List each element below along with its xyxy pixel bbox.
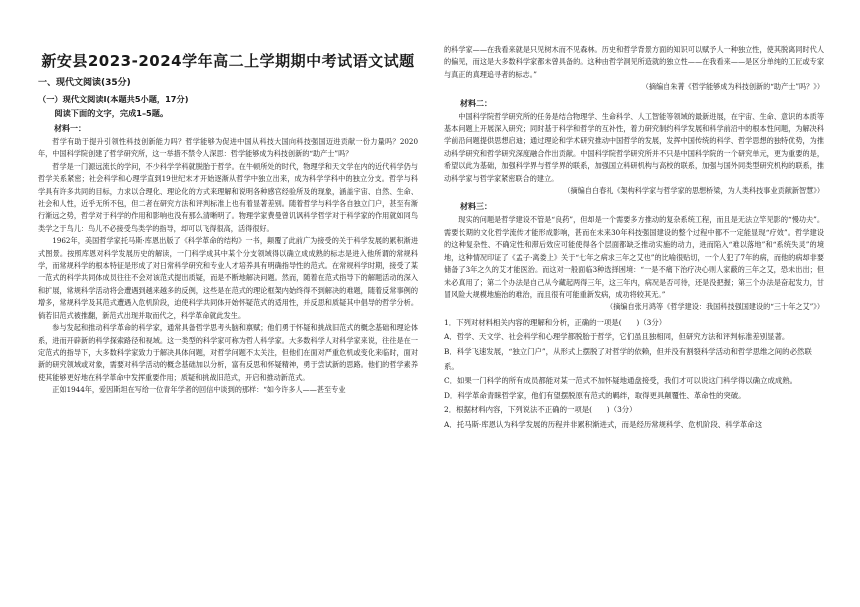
material2-paragraph: 中国科学院哲学研究所的任务是结合物理学、生命科学、人工智能等领域的最新进展，在宇宙、生命、意识的本质等基本问题上开展深入研究；同时基于科学和哲学的互补性，着力研究制约科学发展和科学前沿中的根本性问题，为解决科学前沿问题提供思想启迪；通过理论和学术研究推动中国哲学的发展，发挥中国传统的科学、哲学思想的独特优势，为推动科学研究和哲学研究深度融合作出贡献。中国科学院哲学研究所并不只是中国科学院的一个研究单元，更为重要的是，希望以此为基础，加强科学界与哲学界的联系，加强国立科研机构与高校的联系，加强与国外同类型研究机构的联系，推动科学家与哲学家紧密联合的建立。 — [444, 111, 824, 183]
question-2-stem: 2．根据材料内容，下列说法不正确的一项是( )（3分） — [444, 405, 637, 415]
material1-paragraph: 哲学有助于提升引领性科技创新能力吗？哲学能够为促进中国从科技大国向科技强国迈进贡献一份力量吗？2020年，中国科学院创建了哲学研究所，这一举措不禁令人深思：哲学能够成为科技创新的“助产士”吗？ — [38, 137, 418, 159]
material1-continuation: 的科学家——在我看来就是只见树木而不见森林。历史和哲学背景方面的知识可以赋予人一种独立性，使其脱离同时代人的偏见，而这是大多数科学家都未曾具备的。这种由哲学洞见所造就的独立性——在我看来——是区分单纯的工匠或专家与真正的真理追寻者的标志。” — [444, 45, 824, 79]
question-1-option-d: D．科学革命青睐哲学家，他们有望摆脱原有范式的羁绊，取得更具颠覆性、革命性的突破。 — [444, 390, 746, 400]
question-1-stem: 1．下列对材料相关内容的理解和分析，正确的一项是( )（3分） — [444, 317, 667, 327]
material1-paragraph: 正如1944年，爱因斯坦在写给一位青年学者的回信中谈到的那样：“如今许多人——甚至专业 — [52, 385, 346, 395]
right-column — [444, 44, 824, 432]
material3-paragraph: 现实的问题是哲学建设不管是“良药”，但却是一个需要多方推动的复杂系统工程，而且是无法立竿见影的“慢功夫”。需要长期的文化哲学流传才能形成影响，甚而在未来30年科技强国建设的整个过程中都不一定能显现“疗效”。哲学建设的这种复杂性、不确定性和滞后效应可能使得各个层面都缺乏推动实施的动力，进而陷入“难以落地”和“系统失灵”的境地，这种情况印证了《孟子·离娄上》关于“七年之病求三年之艾也”的比喻很贴切，一个人犯了7年的病，而他的病却非要储备了3年之久的艾才能医治。而这对一般面临3种选择困境：“一是不痛下治疗决心则人家蔽的三年之艾，恐未出出；但未必真用了；第二个办法是自己从今藏起两得三年，这三年内，病况是否可待，还是没把握；第三个办法是奋起发力，甘冒风险大规模地施治的难治，而且很有可能重新发病，成功将较其无。” — [444, 215, 824, 299]
material1-source: （摘编自朱菁《哲学能够成为科技创新的“助产士”吗？》） — [641, 82, 824, 92]
material1-label: 材料一： — [54, 124, 86, 133]
material1-paragraph: 1962年，美国哲学家托马斯·库恩出版了《科学革命的结构》一书，颠覆了此前广为接受的关于科学发展的累积渐进式图景。按照库恩对科学发展历史的解读，一门科学成其中某个分支领域得以确立成成熟的标志是进入他所谓的常规科学，而常规科学的根本特征是形成了对日常科学研究和专业人才培养具有明确指导性的范式。在常规科学时期，接受了某一范式的科学共同体成员往往不会对该范式提出质疑，而是不断地解决问题。然而，随着在范式指导下的解题活动的深入和扩展，常规科学活动将会遭遇到越来越多的反例，这些是在范式的理论框架内始终得不到解决的难题，随着反常事例的增多，常规科学及其范式遭遇入危机阶段，迫使科学共同体开始怀疑范式的适用性，并反思和质疑其中倡导的哲学分析。倘若旧范式被推翻，新范式出现并取而代之，科学革命就此发生。 — [38, 236, 418, 320]
question-1-option-b: B．科学飞速发展，“独立门户”，从形式上摆脱了对哲学的依赖，但并没有割裂科学活动和哲学思维之间的必然联系。 — [444, 346, 812, 371]
left-column — [38, 76, 418, 397]
material2-label: 材料二： — [460, 98, 492, 108]
question-1-option-c: C．如果一门科学的所有成员都能对某一范式不加怀疑地通盘接受，我们才可以说这门科学得以确立成成熟。 — [444, 376, 798, 386]
reading-instruction: 阅读下面的文字，完成1–5题。 — [54, 108, 169, 118]
section-heading: 一、现代文阅读(35分) — [38, 78, 131, 88]
material3-source: （摘编自张月鸿等《哲学建设：我国科技强国建设的“三十年之艾”》） — [606, 302, 824, 312]
material3-label: 材料三： — [460, 202, 492, 212]
question-2-option-a: A．托马斯·库恩认为科学发展的历程并非累积渐进式，而是经历常规科学、危机阶段、科学革命这 — [444, 419, 763, 429]
material1-paragraph: 哲学是一门源远流长的学问，不少科学学科就脱胎于哲学。在牛顿所处的时代，物理学和天文学在内的近代科学仍与哲学关系紧密；社会科学和心理学直到19世纪末才开始逐渐从哲学中独立出来，成为科学学科中的独立分支。哲学与科学具有许多共同的目标，力求以合理化、理论化的方式来理解和说明各种感官经验所及的现象，涵盖宇宙、自然、生命、社会和人性，近乎无所不包，但二者在研究方法和评判标准上也有着显著差别。随着哲学与科学各自独立门户，甚至有渐行渐远之势，哲学对于科学的作用和影响也没有那么清晰明了。物理学家费曼曾讥讽科学哲学对于科学家的作用就如同鸟类学之于鸟儿：鸟儿不必接受鸟类学的指导，却可以飞得很高，活得很好。 — [38, 161, 418, 233]
question-1-option-a: A．哲学、天文学、社会科学和心理学都脱胎于哲学，它们虽且独相同，但研究方法和评判标准差别显著。 — [444, 332, 790, 342]
exam-title: 新安县2023-2024学年高二上学期期中考试语文试题 — [41, 52, 415, 70]
material1-paragraph: 参与发起和推动科学革命的科学家，通常具备哲学思考头脑和禀赋；他们勇于怀疑和挑战旧范式的概念基础和理论体系，进而开辟新的科学探索路径和视域。这一类型的科学家可称为哲人科学家。大多数科学人对科学家来说，往往是在一定范式的指导下，大多数科学家致力于解决具体问题，对哲学问题不太关注，但他们在面对严重危机或变化来临时，面对新的研究领域或对象，需要对科学活动的概念基础加以分析，富有反思和怀疑精神，勇于尝试新的思路。他们的哲学素养使其能够更好地在科学革命中发挥重要作用；质疑和挑战旧范式，开启和推动新范式。 — [38, 323, 418, 382]
material2-source: （摘编自白春礼《架构科学家与哲学家的思想桥梁，为人类科技事业贡献新智慧》） — [563, 186, 824, 196]
sub-section-heading: （一）现代文阅读I(本题共5小题，17分) — [38, 94, 189, 104]
